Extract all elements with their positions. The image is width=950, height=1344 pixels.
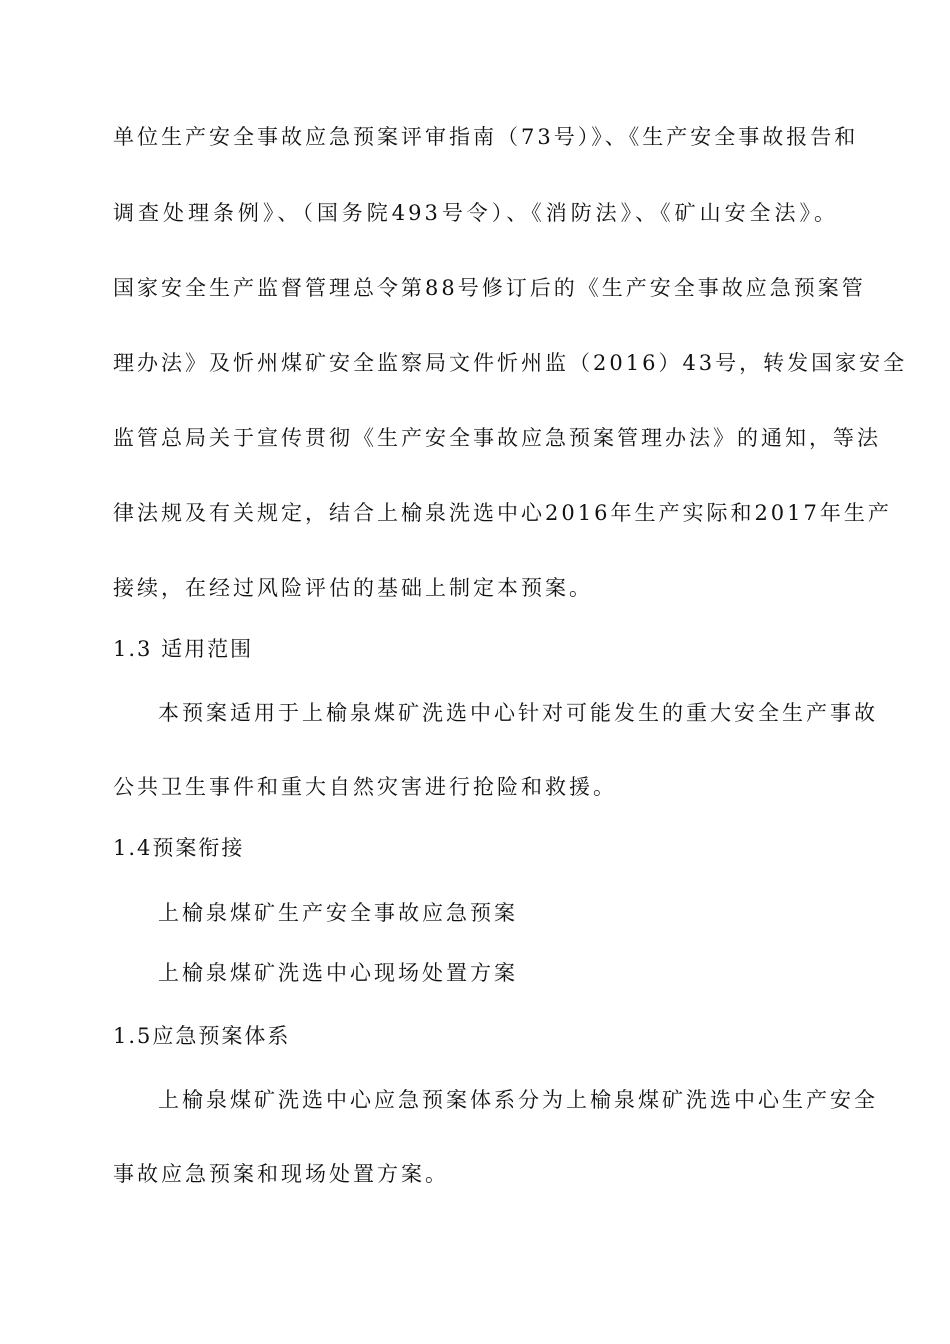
body-line-3: 国家安全生产监督管理总令第88号修订后的《生产安全事故应急预案管 — [113, 276, 866, 300]
section-heading-1-3: 1.3 适用范围 — [113, 637, 254, 661]
section-1-5-line-2: 事故应急预案和现场处置方案。 — [113, 1162, 449, 1186]
section-heading-1-5: 1.5应急预案体系 — [113, 1024, 291, 1048]
section-1-4-item-2: 上榆泉煤矿洗选中心现场处置方案 — [158, 961, 518, 985]
body-line-6: 律法规及有关规定，结合上榆泉洗选中心2016年生产实际和2017年生产 — [113, 501, 892, 525]
section-1-5-line-1: 上榆泉煤矿洗选中心应急预案体系分为上榆泉煤矿洗选中心生产安全 — [158, 1088, 878, 1112]
body-line-2: 调查处理条例》、（国务院493号令）、《消防法》、《矿山安全法》。 — [113, 201, 838, 225]
body-line-4: 理办法》及忻州煤矿安全监察局文件忻州监（2016）43号，转发国家安全 — [113, 351, 908, 375]
section-1-4-item-1: 上榆泉煤矿生产安全事故应急预案 — [158, 901, 518, 925]
section-heading-1-4: 1.4预案衔接 — [113, 836, 245, 860]
body-line-5: 监管总局关于宣传贯彻《生产安全事故应急预案管理办法》的通知，等法 — [113, 426, 881, 450]
body-line-7: 接续，在经过风险评估的基础上制定本预案。 — [113, 576, 593, 600]
body-line-1: 单位生产安全事故应急预案评审指南（73号）》、《生产安全事故报告和 — [113, 125, 859, 149]
section-1-3-line-1: 本预案适用于上榆泉煤矿洗选中心针对可能发生的重大安全生产事故 — [158, 701, 878, 725]
section-1-3-line-2: 公共卫生事件和重大自然灾害进行抢险和救援。 — [113, 775, 617, 799]
